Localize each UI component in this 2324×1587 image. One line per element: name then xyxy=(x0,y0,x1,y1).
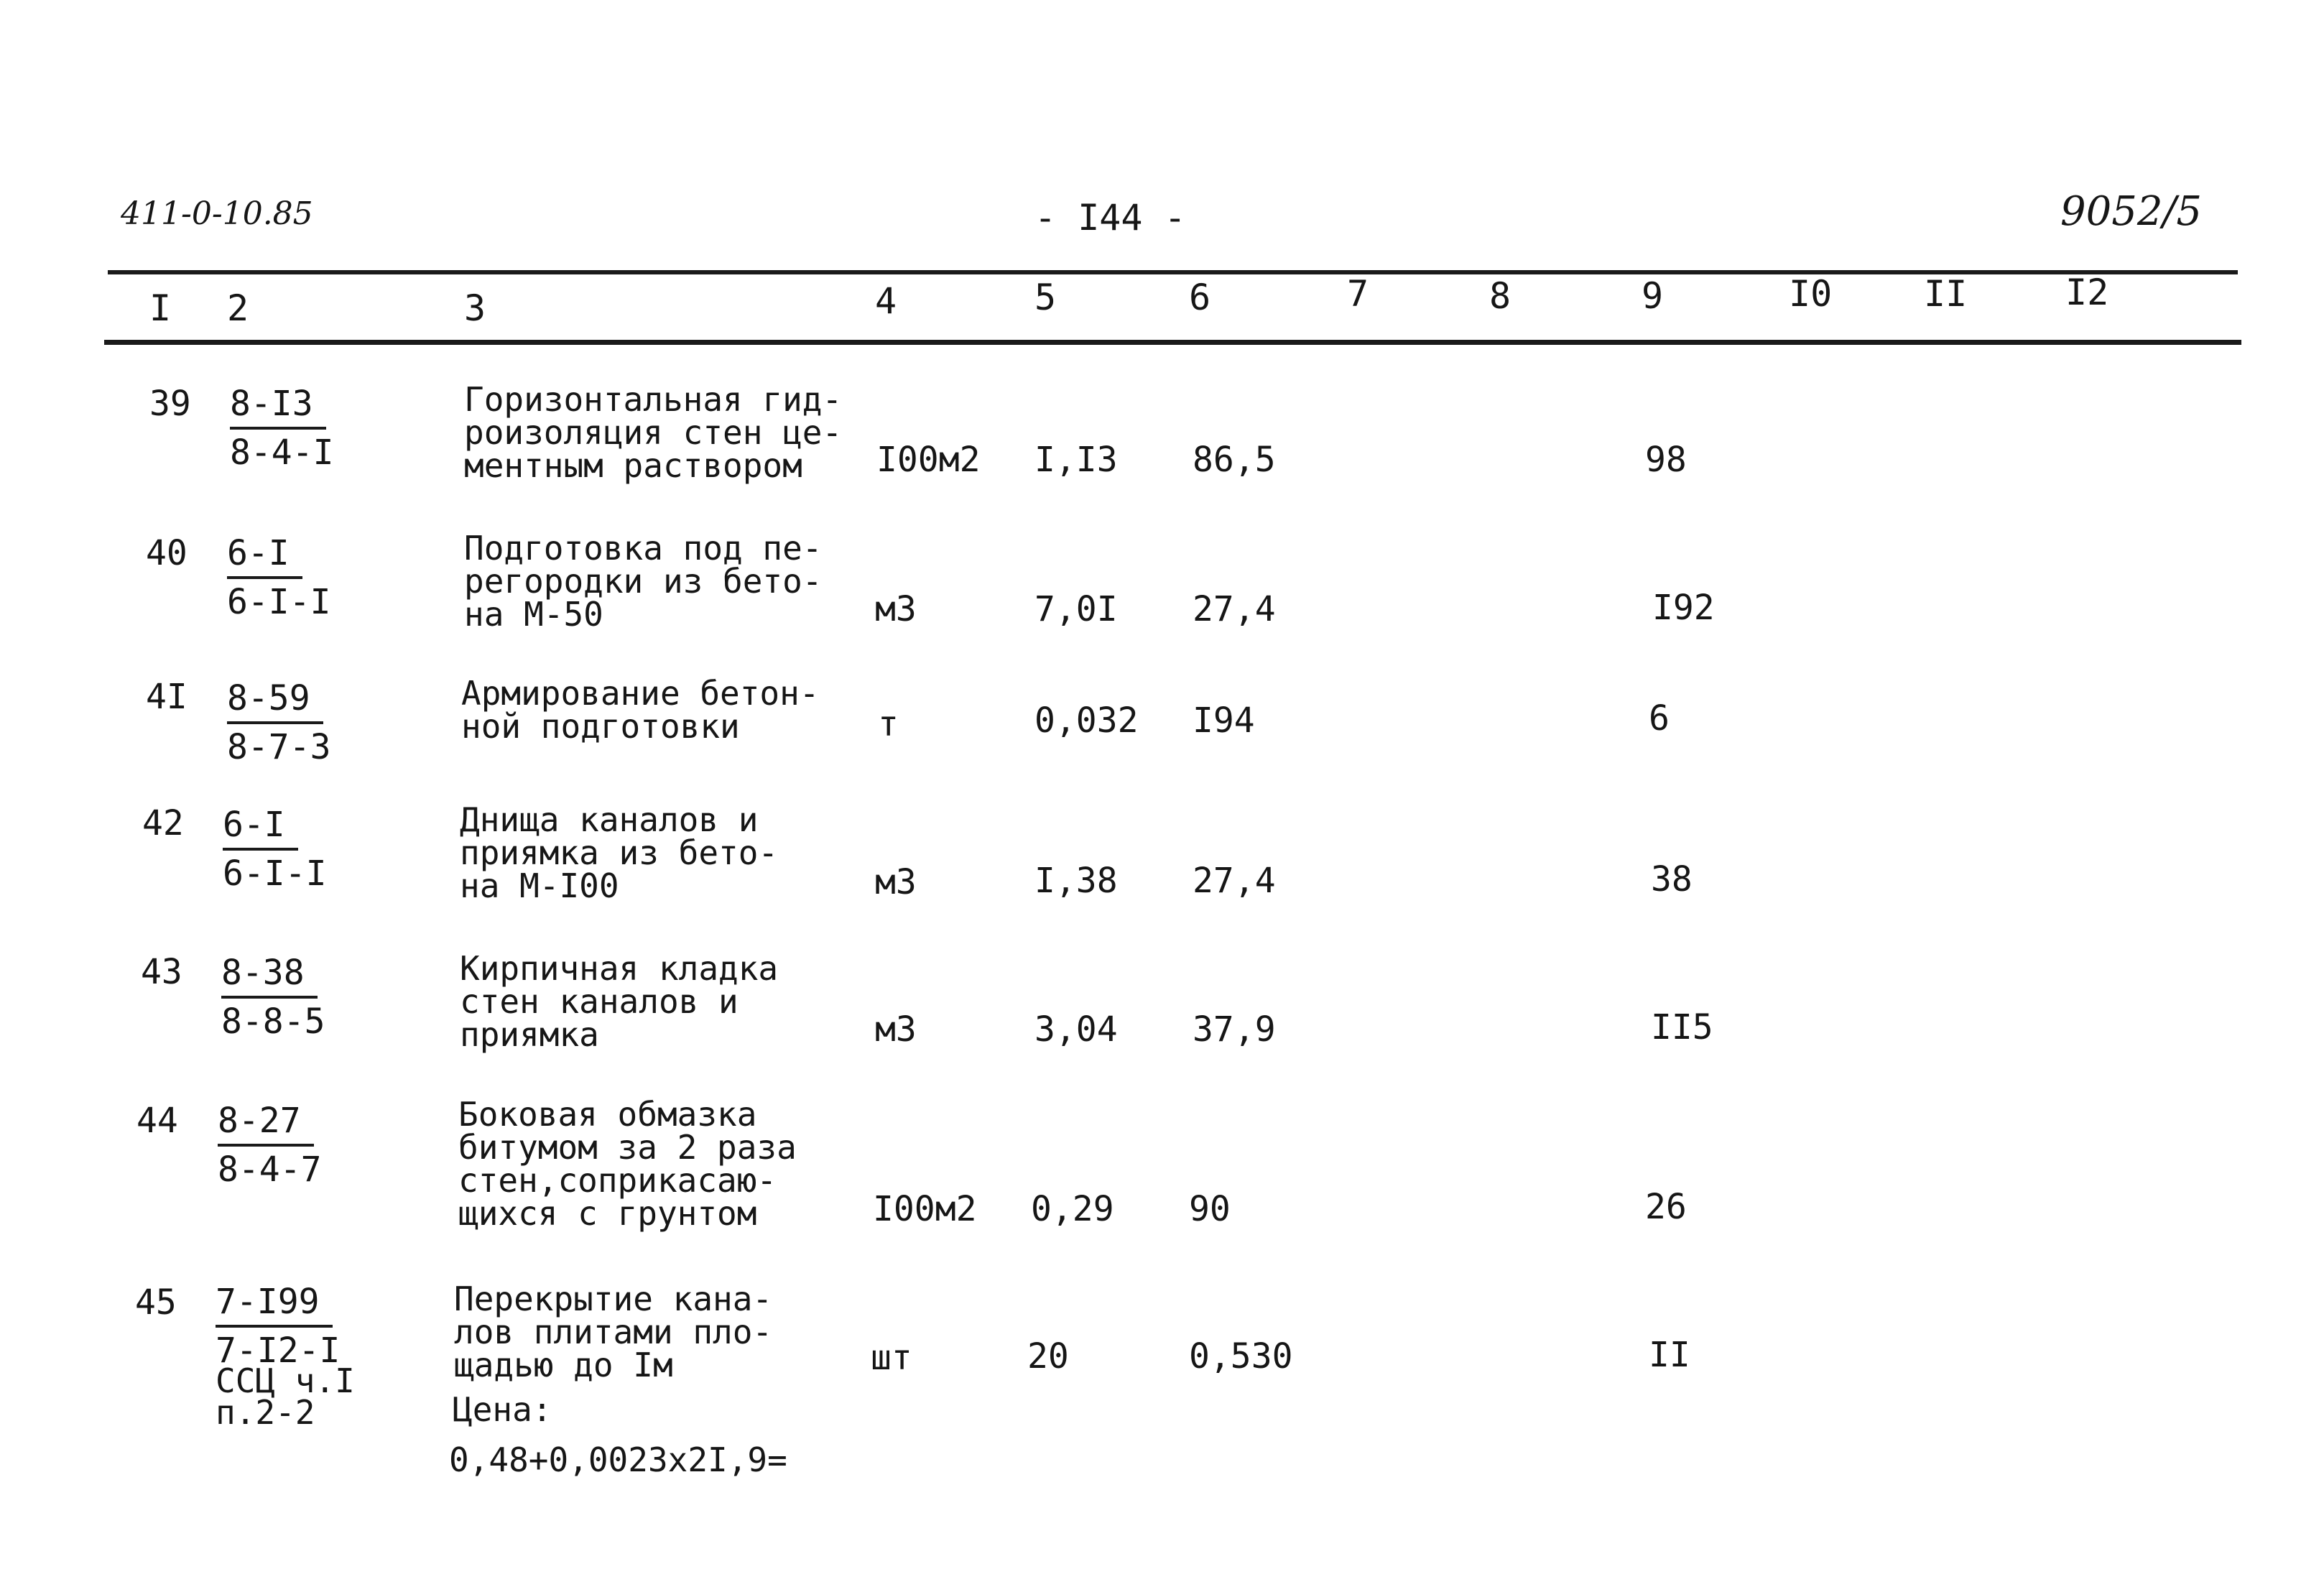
estimate-code xyxy=(218,1098,322,1193)
row-number: 39 xyxy=(149,384,191,424)
sheet-code: 9052/5 xyxy=(2060,188,2203,235)
total: 98 xyxy=(1645,440,1687,480)
row-number: 4I xyxy=(146,677,188,717)
estimate-code xyxy=(221,950,325,1045)
col-header-2: 2 xyxy=(227,287,249,329)
col-header-6: 6 xyxy=(1189,277,1211,318)
unit-price: 37,9 xyxy=(1193,1009,1276,1050)
col-header-5: 5 xyxy=(1034,277,1057,318)
code-top: 8-38 xyxy=(221,950,318,999)
estimate-code xyxy=(223,802,327,897)
total: I92 xyxy=(1652,588,1715,628)
code-bottom: 6-I-I xyxy=(223,853,327,894)
code-top: 8-27 xyxy=(218,1098,314,1147)
unit-price: 0,530 xyxy=(1189,1336,1293,1377)
header-bottom-rule xyxy=(104,340,2241,345)
total: II5 xyxy=(1651,1007,1713,1047)
header-top-rule xyxy=(108,270,2238,274)
code-bottom: 8-8-5 xyxy=(221,1001,325,1042)
work-description: Кирпичная кладка стен каналов и приямка xyxy=(460,949,779,1054)
col-header-3: 3 xyxy=(464,287,486,329)
total: II xyxy=(1649,1335,1690,1375)
col-header-10: I0 xyxy=(1789,273,1833,315)
quantity: 20 xyxy=(1027,1336,1069,1377)
col-header-11: II xyxy=(1924,273,1968,315)
unit: м3 xyxy=(875,862,917,902)
unit: шт xyxy=(871,1338,912,1378)
row-number: 40 xyxy=(146,533,188,573)
code-bottom: 7-I2-I xyxy=(216,1331,341,1371)
code-top: 8-59 xyxy=(227,675,323,724)
code-bottom: 8-7-3 xyxy=(227,727,331,767)
work-description: Перекрытие кана- лов плитами пло- щадью до Iм xyxy=(454,1280,773,1384)
quantity: 3,04 xyxy=(1034,1009,1118,1050)
unit: т xyxy=(878,704,899,744)
unit-price: 90 xyxy=(1189,1189,1231,1229)
col-header-8: 8 xyxy=(1489,275,1511,317)
col-header-4: 4 xyxy=(875,280,897,322)
col-header-7: 7 xyxy=(1347,273,1369,315)
estimate-code xyxy=(230,381,334,476)
code-bottom: 6-I-I xyxy=(227,582,331,622)
price-formula: 0,48+0,0023х2I,9= xyxy=(449,1440,787,1479)
quantity: I,I3 xyxy=(1034,440,1118,480)
col-header-12: I2 xyxy=(2065,272,2109,313)
unit: м3 xyxy=(875,589,917,629)
estimate-code xyxy=(227,675,331,770)
estimate-code xyxy=(227,530,331,625)
code-top: 7-I99 xyxy=(216,1279,333,1328)
work-description: Боковая обмазка битумом за 2 раза стен,соприкасаю- щихся с грунтом xyxy=(458,1095,797,1233)
col-header-9: 9 xyxy=(1642,275,1664,317)
unit: м3 xyxy=(875,1009,917,1050)
quantity: 0,29 xyxy=(1031,1189,1114,1229)
code-top: 8-I3 xyxy=(230,381,326,430)
unit-price: 27,4 xyxy=(1193,589,1276,629)
code-bottom: 8-4-7 xyxy=(218,1149,322,1190)
row-number: 44 xyxy=(136,1101,178,1141)
code-reference: ССЦ ч.I п.2-2 xyxy=(216,1361,355,1432)
work-description: Армирование бетон- ной подготовки xyxy=(461,674,820,746)
col-header-1: I xyxy=(149,287,172,329)
quantity: 7,0I xyxy=(1034,589,1118,629)
unit-price: 86,5 xyxy=(1193,440,1276,480)
total: 6 xyxy=(1649,698,1670,739)
total: 26 xyxy=(1645,1187,1687,1227)
row-number: 42 xyxy=(142,803,184,843)
unit-price: 27,4 xyxy=(1193,861,1276,901)
estimate-code xyxy=(216,1279,340,1374)
quantity: I,38 xyxy=(1034,861,1118,901)
code-top: 6-I xyxy=(227,530,302,579)
row-number: 45 xyxy=(135,1282,177,1323)
document-code: 411-0-10.85 xyxy=(121,195,313,232)
unit: I00м2 xyxy=(873,1189,977,1229)
unit: I00м2 xyxy=(876,440,981,480)
work-description: Горизонтальная гид- роизоляция стен це- ментным раствором xyxy=(464,380,843,485)
unit-price: I94 xyxy=(1193,700,1255,741)
page-number: - I44 - xyxy=(1034,197,1186,239)
code-top: 6-I xyxy=(223,802,298,851)
code-bottom: 8-4-I xyxy=(230,432,334,473)
total: 38 xyxy=(1651,859,1693,899)
price-note-label: Цена: xyxy=(453,1390,552,1429)
row-number: 43 xyxy=(141,952,182,992)
quantity: 0,032 xyxy=(1034,700,1139,741)
work-description: Подготовка под пе- регородки из бето- на М-50 xyxy=(464,529,823,634)
work-description: Днища каналов и приямка из бето- на М-I00 xyxy=(460,800,779,905)
